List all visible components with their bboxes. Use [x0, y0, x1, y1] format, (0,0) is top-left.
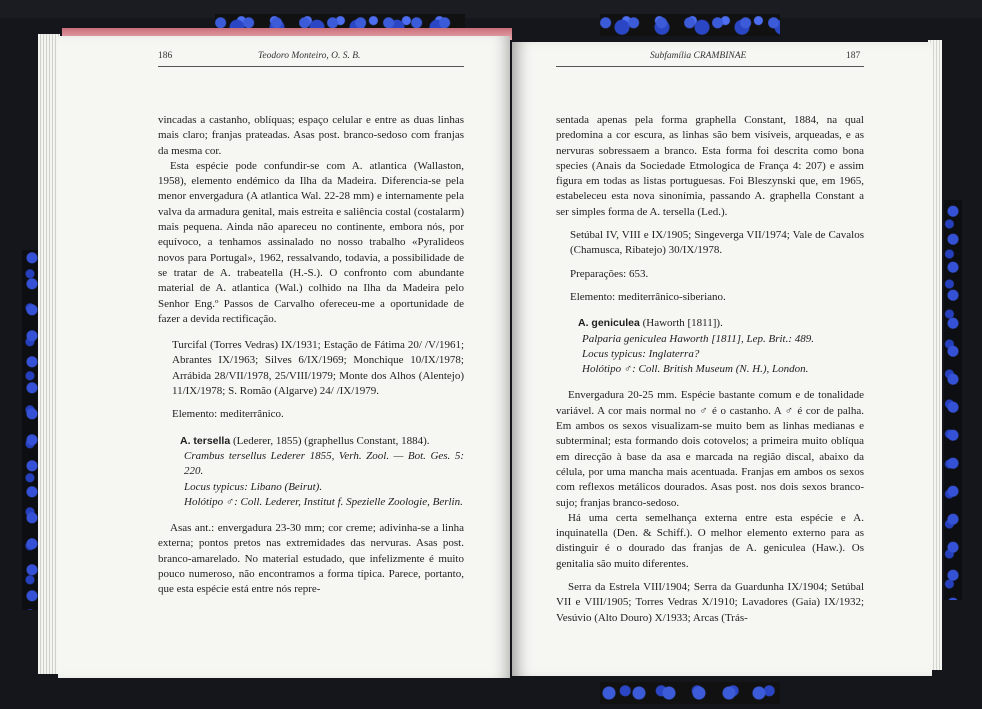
synonymy-geniculea-2: Locus typicus: Inglaterra?: [582, 347, 700, 360]
right-element: Elemento: mediterrânico-siberiano.: [570, 290, 726, 303]
right-paragraph-1: sentada apenas pela forma graphella Constant, 1884, na qual predomina a cor escura, as linhas são bem visíveis, arqueadas, e as nervuras sobressaem a branco. Esta forma foi descrita como bona species (Anais da Sociedade Etmologica de França 4: 207) e assim figura em todas as listas portuguesas. Foi Bleszynski que, em 1965, estabeleceu esta nova sinonímia, passando A. graphella Constant a ser simples forma de A. tersella (Led.).: [556, 114, 864, 218]
right-localities: Setúbal IV, VIII e IX/1905; Singeverga VII/1974; Vale de Cavalos (Chamusca, Ribatejo) 30/IX/1978.: [570, 229, 864, 257]
left-header-rule: [158, 66, 464, 67]
left-localities: Turcifal (Torres Vedras) IX/1931; Estação de Fátima 20/ /V/1961; Abrantes IX/1963; Silves 6/IX/1969; Monchique 10/IX/1978; Arrábida 28/VII/1978, 25/VIII/1979; Monte dos Alhos (Alentejo) 11/IX/1978; S. Romão (Algarve) 24/ /IX/1979.: [172, 339, 464, 398]
left-paragraph-2: Esta espécie pode confundir-se com A. atlantica (Wallaston, 1958), elemento endémico da Ilha da Madeira. Diferencia-se pela menor envergadura (A atlantica Wal. 22-28 mm) e internamente pela valva da armadura genital, mais estreita e saliência costal (costalarm) mais pequena. Ainda não apareceu no continente, embora nós, por equívoco, a tenhamos assinalado no nosso trabalho «Pyralideos novos para Portugal», 1962, ressalvando, todavia, a possibilidade de se tratar de A. trabeatella (H.-S.). O confronto com abundante material de A. atlantica (Wal.) colhido na Ilha da Madeira pelo Senhor Eng.º Passos de Carvalho ofereceu-me a oportunidade de fazer a devida rectificação.: [158, 159, 464, 325]
right-running-head: Subfamília CRAMBINAE: [650, 51, 747, 61]
species-author-geniculea: (Haworth [1811]).: [642, 317, 723, 330]
species-author-tersella: (Lederer, 1855) (graphellus Constant, 1884).: [232, 434, 430, 447]
right-description-1: Envergadura 20-25 mm. Espécie bastante comum e de tonalidade variável. A cor mais normal no ♂ é o castanho. A ♂ é cor de palha. Em ambos os sexos visualizam-se muito bem as linhas medianas e subterminal; esta formando dois cotovelos; a primeira muito oblíqua em direcção à base da asa e marcada na região discal, abaixo da célula, por uma mancha mais acentuada. Franjas em ambos os sexos com reflexos metálicos dourados. Asas post. nos dois sexos branco-sujo; franjas branco-sedoso.: [556, 389, 864, 509]
species-heading-geniculea: [556, 316, 864, 331]
species-name-geniculea: A. geniculea: [578, 317, 640, 330]
left-closing-paragraph: Asas ant.: envergadura 23-30 mm; cor creme; adivinha-se a linha externa; pontos pretos nas extremidades das nervuras. Asas post. branco-amarelado. No material estudado, que infelizmente é muito pouco numeroso, não encontramos a forma típica. Parece, portanto, que esta espécie está entre nós repre-: [158, 522, 464, 596]
right-page-number: 187: [846, 51, 861, 61]
left-text-column: [158, 113, 464, 598]
right-header-rule: [556, 66, 864, 67]
right-preparations: Preparações: 653.: [570, 267, 649, 280]
synonymy-geniculea-3: Holótipo ♂: Coll. British Museum (N. H.), London.: [582, 363, 809, 376]
species-heading-tersella: [158, 434, 464, 449]
marbled-edge-bottom: [600, 682, 780, 704]
left-page-number: 186: [158, 51, 173, 61]
marbled-edge-right: [944, 200, 962, 600]
species-name-tersella: A. tersella: [180, 434, 231, 447]
left-paragraph-1: vincadas a castanho, oblíquas; espaço celular e entre as duas linhas mais claro; franjas prateadas. Asas post. branco-sedoso com franjas da mesma cor.: [158, 114, 464, 157]
page-edges-left: [38, 34, 60, 674]
marbled-edge-top-right: [600, 14, 780, 36]
right-description-3: Serra da Estrela VIII/1904; Serra da Guardunha IX/1904; Setúbal VII e VIII/1905; Torres Vedras X/1910; Lavadores (Gaia) IX/1932; Vesúvio (Alto Douro) X/1933; Arcas (Trás-: [556, 581, 864, 624]
synonymy-tersella-1: Crambus tersellus Lederer 1855, Verh. Zool. — Bot. Ges. 5: 220.: [184, 449, 464, 478]
right-description-2: Há uma certa semelhança externa entre esta espécie e A. inquinatella (Den. & Schiff.). O melhor elemento externo para as distinguir é o dourado das franjas de A. geniculea (Haw.). Os genitalia são muito diferentes.: [556, 511, 864, 570]
left-element: Elemento: mediterrânico.: [172, 408, 284, 421]
synonymy-tersella-2: Locus typicus: Libano (Beirut).: [184, 480, 323, 493]
right-text-column: [556, 113, 864, 626]
synonymy-geniculea-1: Palparia geniculea Haworth [1811], Lep. Brit.: 489.: [582, 332, 815, 345]
left-running-head: Teodoro Monteiro, O. S. B.: [258, 51, 361, 61]
synonymy-tersella-3: Holótipo ♂: Coll. Lederer, Institut f. Spezielle Zoologie, Berlin.: [184, 495, 463, 508]
